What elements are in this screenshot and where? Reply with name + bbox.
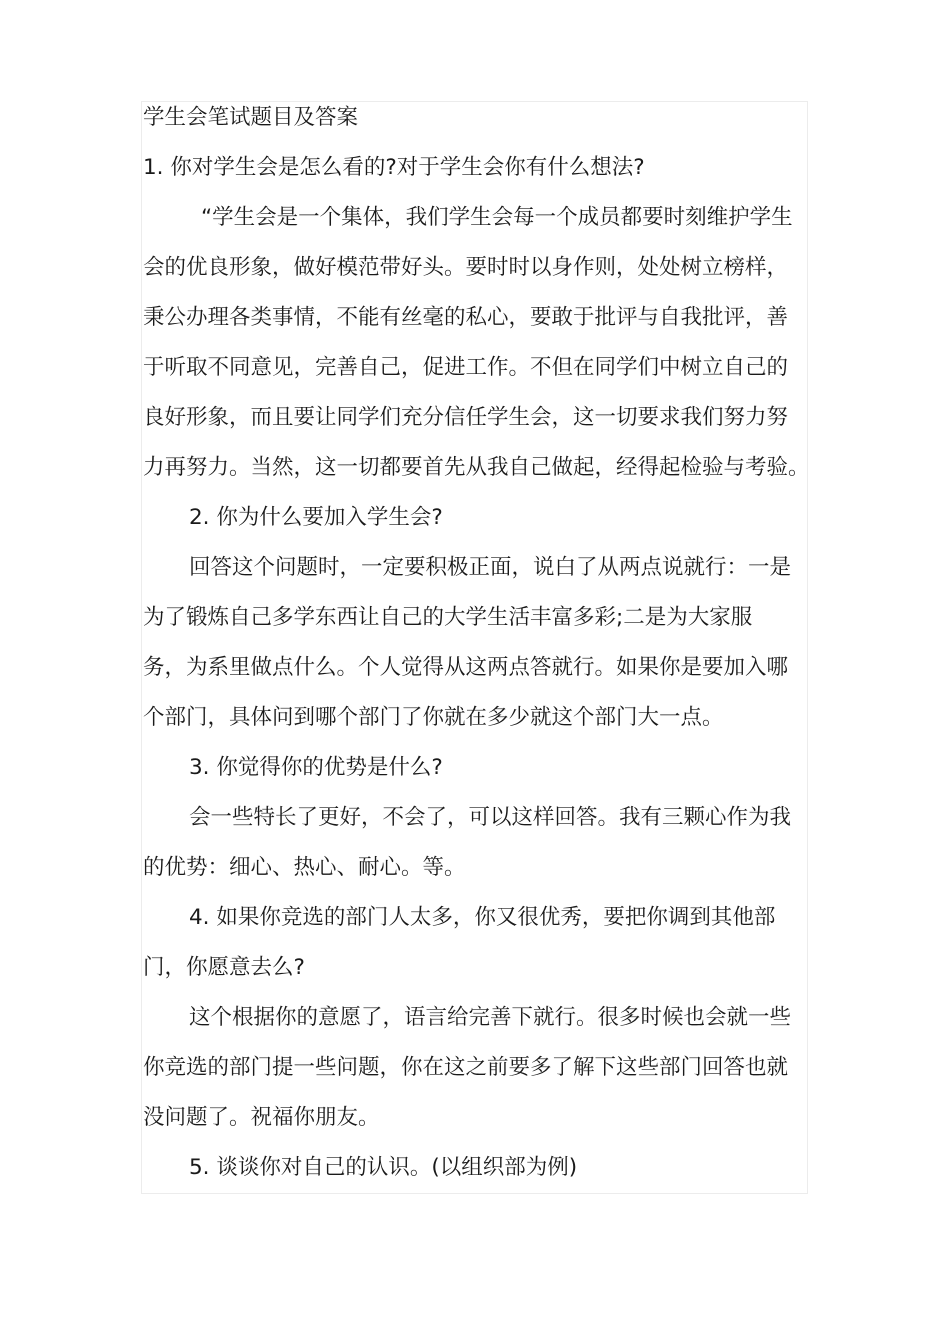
- answer-line: 会的优良形象，做好模范带好头。要时时以身作则，处处树立榜样，: [143, 255, 789, 280]
- answer-line: 良好形象，而且要让同学们充分信任学生会，这一切要求我们努力努: [143, 405, 789, 430]
- answer-line: 务，为系里做点什么。个人觉得从这两点答就行。如果你是要加入哪: [143, 655, 789, 680]
- answer-line: “学生会是一个集体，我们学生会每一个成员都要时刻维护学生: [201, 205, 793, 230]
- answer-line: 秉公办理各类事情，不能有丝毫的私心，要敢于批评与自我批评，善: [143, 305, 789, 330]
- answer-line: 的优势：细心、热心、耐心。等。: [143, 855, 466, 880]
- answer-line: 会一些特长了更好，不会了，可以这样回答。我有三颗心作为我: [189, 805, 792, 830]
- question-2: 2. 你为什么要加入学生会?: [189, 505, 443, 530]
- question-4: 4. 如果你竞选的部门人太多，你又很优秀，要把你调到其他部: [189, 905, 776, 930]
- document-body: [143, 93, 819, 1193]
- answer-line: 力再努力。当然，这一切都要首先从我自己做起，经得起检验与考验。: [143, 455, 810, 480]
- document-title: 学生会笔试题目及答案: [143, 105, 359, 130]
- answer-line: 为了锻炼自己多学东西让自己的大学生活丰富多彩;二是为大家服: [143, 605, 753, 630]
- question-5: 5. 谈谈你对自己的认识。(以组织部为例): [189, 1155, 578, 1180]
- answer-line: 你竞选的部门提一些问题，你在这之前要多了解下这些部门回答也就: [143, 1055, 789, 1080]
- question-1: 1. 你对学生会是怎么看的?对于学生会你有什么想法?: [143, 155, 645, 180]
- answer-line: 没问题了。祝福你朋友。: [143, 1105, 380, 1130]
- question-3: 3. 你觉得你的优势是什么?: [189, 755, 443, 780]
- answer-line: 于听取不同意见，完善自己，促进工作。不但在同学们中树立自己的: [143, 355, 789, 380]
- answer-line: 这个根据你的意愿了，语言给完善下就行。很多时候也会就一些: [189, 1005, 792, 1030]
- question-4-continued: 门，你愿意去么?: [143, 955, 305, 980]
- answer-line: 回答这个问题时，一定要积极正面，说白了从两点说就行：一是: [189, 555, 792, 580]
- answer-line: 个部门，具体问到哪个部门了你就在多少就这个部门大一点。: [143, 705, 724, 730]
